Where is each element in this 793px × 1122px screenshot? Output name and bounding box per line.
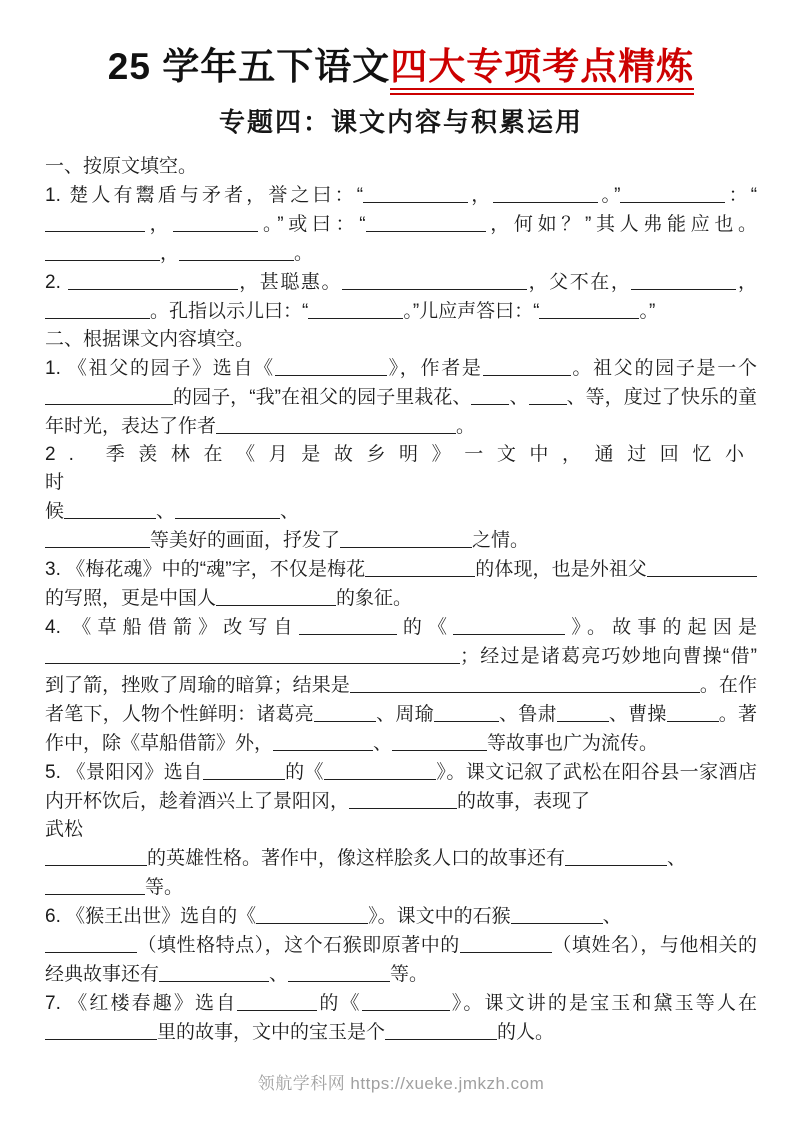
text-run: 的人。 bbox=[497, 1022, 555, 1044]
text-run: 的体现，也是外祖父 bbox=[475, 559, 647, 581]
blank-line bbox=[631, 270, 736, 290]
text-run: 、等，度过了快乐的童年时光，表达了作者 bbox=[45, 387, 757, 438]
text-run: 等故事也广为流传。 bbox=[487, 733, 659, 755]
text-run: 、 bbox=[280, 501, 300, 523]
blank-line bbox=[667, 702, 719, 722]
text-run: 、 bbox=[509, 387, 529, 409]
text-run: 、 bbox=[156, 501, 176, 523]
blank-line bbox=[392, 731, 487, 751]
blank-line bbox=[493, 183, 598, 203]
blank-line bbox=[460, 933, 552, 953]
text-run: ， bbox=[736, 272, 757, 294]
page-subtitle: 专题四：课文内容与积累运用 bbox=[218, 107, 583, 138]
text-run: 6. 《猴王出世》选自的《 bbox=[45, 906, 257, 928]
text-run: 。著作中，除《草船借箭》外， bbox=[45, 704, 757, 755]
section-heading: 二、根据课文内容填空。 bbox=[45, 329, 255, 351]
text-run: 。” bbox=[598, 185, 621, 207]
blank-line bbox=[308, 299, 403, 319]
text-run: 。祖父的园子是一个 bbox=[570, 358, 757, 380]
page-title-plain: 25 学年五下语文 bbox=[107, 46, 391, 87]
text-run: 》。课文中的石猴 bbox=[368, 906, 511, 928]
text-run: 的《 bbox=[396, 617, 454, 639]
text-run: 。”儿应声答曰：“ bbox=[403, 301, 540, 323]
blank-line bbox=[203, 760, 285, 780]
blank-line bbox=[173, 212, 258, 232]
blank-line bbox=[529, 385, 567, 405]
blank-line bbox=[45, 241, 160, 261]
question-item bbox=[45, 613, 757, 758]
blank-line bbox=[350, 673, 700, 693]
question-item bbox=[45, 989, 757, 1047]
text-run: ：“ bbox=[725, 185, 758, 207]
text-run: 的《 bbox=[317, 993, 362, 1015]
blank-line bbox=[511, 904, 603, 924]
text-run: 、 bbox=[667, 848, 687, 870]
text-run: 。” bbox=[639, 301, 656, 323]
blank-line bbox=[179, 241, 294, 261]
text-run: 的故事，表现了 bbox=[457, 791, 591, 813]
blank-line bbox=[237, 991, 317, 1011]
blank-line bbox=[314, 702, 376, 722]
text-run: ， bbox=[145, 214, 174, 236]
text-run: 1. 《祖父的园子》选自《 bbox=[45, 358, 275, 380]
text-run: （填姓名），与他相关的经典故事还有 bbox=[45, 935, 757, 986]
blank-line bbox=[45, 933, 137, 953]
text-run: 之情。 bbox=[472, 530, 530, 552]
blank-line bbox=[45, 212, 145, 232]
blank-line bbox=[565, 846, 667, 866]
text-run: 5. 《景阳冈》选自 bbox=[45, 762, 203, 784]
blank-line bbox=[557, 702, 609, 722]
text-run: 的英雄性格。著作中，像这样脍炙人口的故事还有 bbox=[147, 848, 566, 870]
question-item bbox=[45, 354, 757, 441]
text-run: ；经过是诸葛亮巧妙地向曹操“借”到了箭，挫败了周瑜的暗算；结果是 bbox=[45, 646, 757, 697]
blank-line bbox=[324, 760, 436, 780]
blank-line bbox=[362, 991, 450, 1011]
blank-line bbox=[45, 644, 460, 664]
blank-line bbox=[365, 557, 475, 577]
footer-watermark: 领航学科网 https://xueke.jmkzh.com bbox=[257, 1074, 545, 1094]
blank-line bbox=[256, 904, 368, 924]
text-run: 武松 bbox=[45, 819, 84, 841]
text-run: 、 bbox=[269, 964, 289, 986]
text-run: 2. 季羡林在《月是故乡明》一文中，通过回忆小时 bbox=[45, 444, 757, 494]
text-run: 》，作者是 bbox=[386, 358, 483, 380]
blank-line bbox=[45, 846, 147, 866]
text-run: 。”或曰：“ bbox=[258, 214, 366, 236]
question-item bbox=[45, 555, 757, 613]
text-run: 等。 bbox=[390, 964, 429, 986]
text-run: 1. 楚人有鬻盾与矛者，誉之曰：“ bbox=[45, 185, 364, 207]
worksheet-body bbox=[45, 153, 757, 1047]
text-run: 的写照，更是中国人 bbox=[45, 588, 217, 610]
blank-line bbox=[45, 299, 150, 319]
text-run: 》。课文讲的是宝玉和黛玉等人在 bbox=[449, 993, 757, 1015]
text-run: 、 bbox=[602, 906, 622, 928]
blank-line bbox=[349, 789, 457, 809]
text-run: ，父不在， bbox=[527, 272, 632, 294]
blank-line bbox=[288, 962, 390, 982]
text-run: 、 bbox=[373, 733, 393, 755]
text-run: ，甚聪惠。 bbox=[237, 272, 343, 294]
text-run: 的园子，“我”在祖父的园子里栽花、 bbox=[173, 387, 472, 409]
blank-line bbox=[175, 499, 280, 519]
blank-line bbox=[299, 615, 397, 635]
blank-line bbox=[366, 212, 486, 232]
question-item bbox=[45, 268, 757, 326]
text-run: 》。课文记叙了武松在阳谷县一家酒店内开杯饮后，趁着酒兴上了景阳冈， bbox=[45, 762, 757, 813]
text-run: （填性格特点），这个石猴即原著中的 bbox=[137, 935, 460, 957]
text-run: 。在作者笔下，人物个性鲜明：诸葛亮 bbox=[45, 675, 757, 726]
text-run: 。 bbox=[456, 416, 476, 438]
blank-line bbox=[275, 356, 387, 376]
text-run: 。孔指以示儿曰：“ bbox=[150, 301, 309, 323]
blank-line bbox=[539, 299, 639, 319]
blank-line bbox=[273, 731, 373, 751]
question-item bbox=[45, 181, 757, 268]
blank-line bbox=[340, 528, 472, 548]
section-heading: 一、按原文填空。 bbox=[45, 156, 198, 178]
blank-line bbox=[434, 702, 499, 722]
blank-line bbox=[620, 183, 725, 203]
blank-line bbox=[45, 1020, 157, 1040]
text-run: 的象征。 bbox=[336, 588, 413, 610]
text-run: 3. 《梅花魂》中的“魂”字，不仅是梅花 bbox=[45, 559, 366, 581]
blank-line bbox=[45, 528, 150, 548]
question-item bbox=[45, 441, 757, 555]
text-run: ，何如？”其人弗能应也。 bbox=[485, 214, 758, 236]
text-run: 、周瑜 bbox=[375, 704, 434, 726]
text-run: 》。故事的起因是 bbox=[565, 617, 757, 639]
blank-line bbox=[363, 183, 468, 203]
blank-line bbox=[216, 414, 456, 434]
text-run: 、鲁肃 bbox=[498, 704, 557, 726]
blank-line bbox=[68, 270, 238, 290]
question-item bbox=[45, 758, 757, 902]
blank-line bbox=[45, 875, 145, 895]
text-run: 2. bbox=[45, 272, 68, 294]
blank-line bbox=[342, 270, 527, 290]
text-run: 。 bbox=[294, 243, 314, 265]
blank-line bbox=[45, 385, 173, 405]
text-run: 、曹操 bbox=[608, 704, 667, 726]
page-title-highlight: 四大专项考点精炼 bbox=[390, 46, 694, 95]
text-run: 7. 《红楼春趣》选自 bbox=[45, 993, 238, 1015]
text-run: 里的故事，文中的宝玉是个 bbox=[157, 1022, 386, 1044]
blank-line bbox=[453, 615, 565, 635]
question-item bbox=[45, 902, 757, 989]
text-run: ， bbox=[160, 243, 180, 265]
text-run: 候 bbox=[45, 501, 65, 523]
blank-line bbox=[471, 385, 509, 405]
blank-line bbox=[483, 356, 571, 376]
blank-line bbox=[159, 962, 269, 982]
text-run: 4. 《草船借箭》改写自 bbox=[45, 617, 299, 639]
text-run: 等美好的画面，抒发了 bbox=[150, 530, 341, 552]
page-title bbox=[45, 44, 757, 90]
text-run: 的《 bbox=[284, 762, 324, 784]
blank-line bbox=[647, 557, 757, 577]
blank-line bbox=[64, 499, 156, 519]
blank-line bbox=[385, 1020, 497, 1040]
text-run: 等。 bbox=[145, 877, 184, 899]
blank-line bbox=[216, 586, 336, 606]
text-run: ， bbox=[468, 185, 494, 207]
